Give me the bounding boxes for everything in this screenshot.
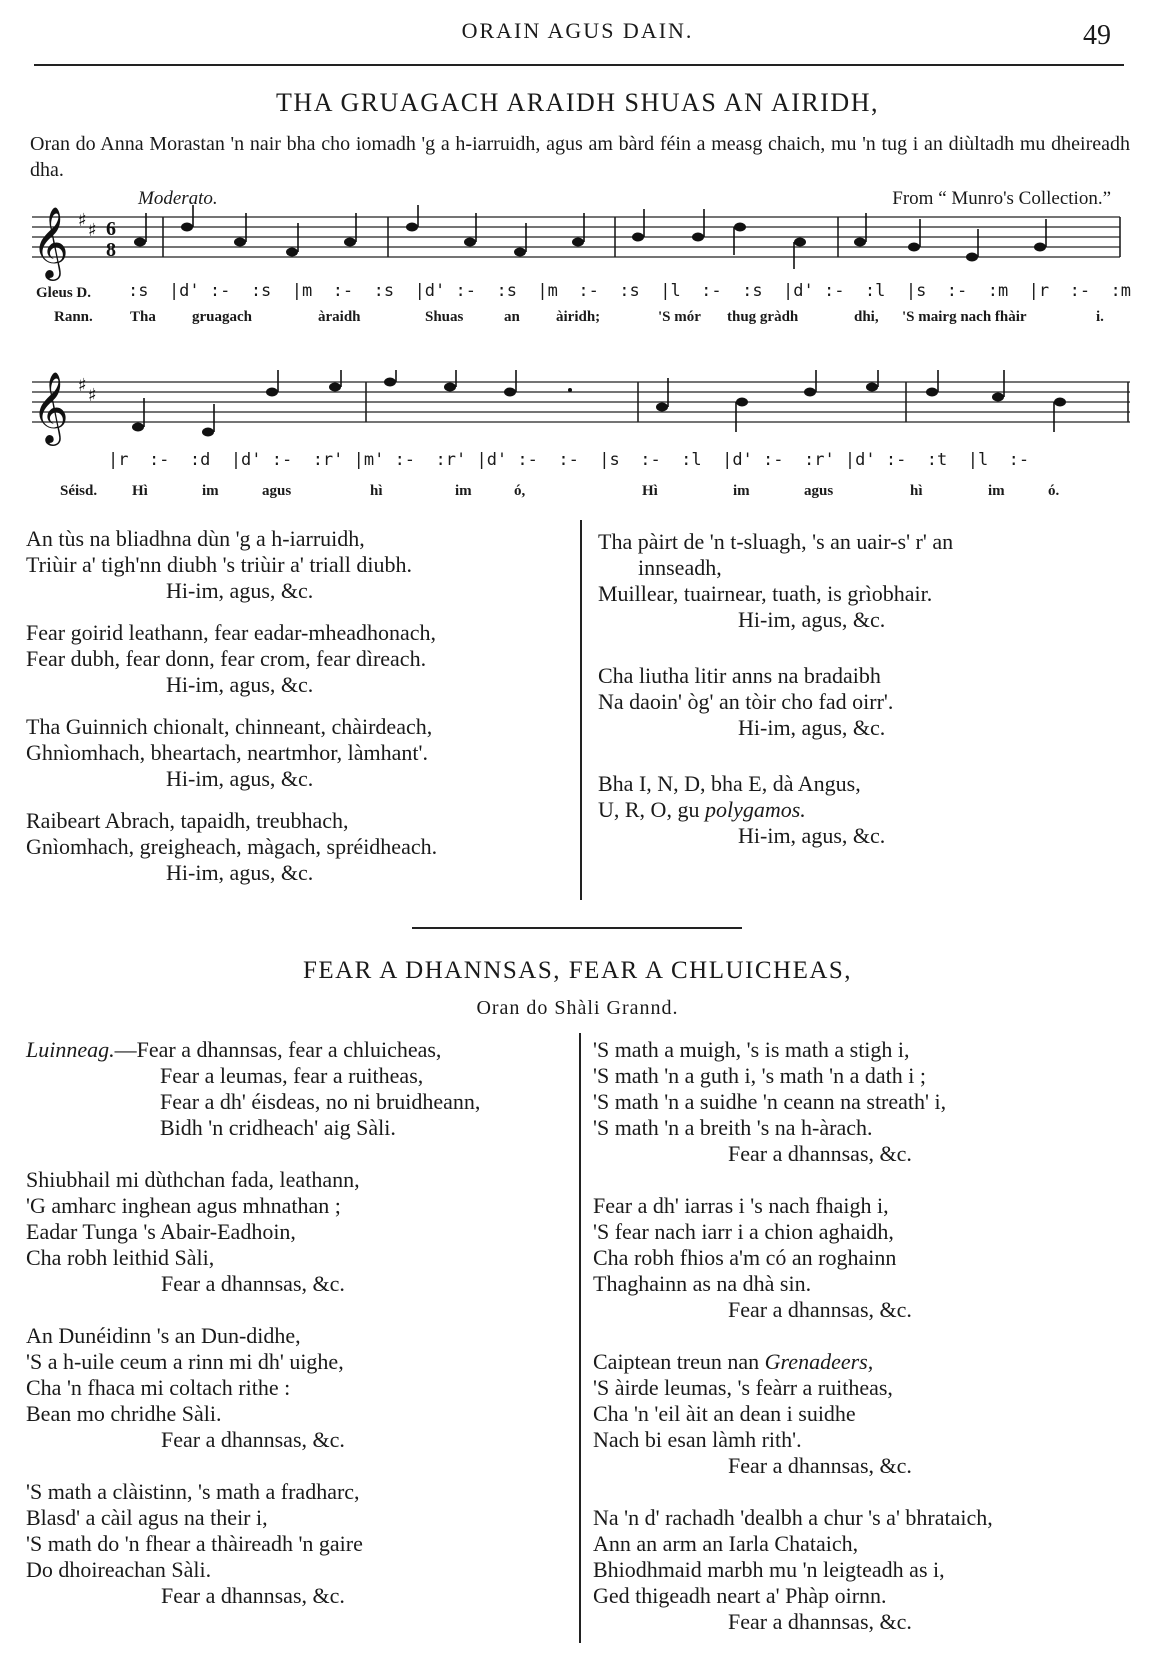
refrain: Hi-im, agus, &c. <box>738 607 886 632</box>
chorus-line: Fear a leumas, fear a ruitheas, <box>160 1063 424 1088</box>
lyric-syllable: i. <box>1096 309 1104 325</box>
refrain: Hi-im, agus, &c. <box>166 860 314 885</box>
refrain: Fear a dhannsas, &c. <box>728 1297 912 1322</box>
refrain: Hi-im, agus, &c. <box>166 578 314 603</box>
verse-line: 'S fear nach iarr i a chion aghaidh, <box>593 1219 894 1244</box>
verse-line: Ged thigeadh neart a' Phàp oirnn. <box>593 1583 887 1608</box>
music-staff-1 <box>30 205 1130 285</box>
refrain: Hi-im, agus, &c. <box>738 823 886 848</box>
verse-line: Eadar Tunga 's Abair-Eadhoin, <box>26 1219 296 1244</box>
refrain: Hi-im, agus, &c. <box>738 715 886 740</box>
lyric-syllable: hì <box>910 483 923 499</box>
refrain: Hi-im, agus, &c. <box>166 766 314 791</box>
refrain: Fear a dhannsas, &c. <box>728 1453 912 1478</box>
verse-line: Nach bi esan làmh rith'. <box>593 1427 802 1452</box>
column-divider <box>579 1033 581 1643</box>
verse-line: 'S math 'n a guth i, 's math 'n a dath i ; <box>593 1063 926 1088</box>
song2-title: FEAR A DHANNSAS, FEAR A CHLUICHEAS, <box>302 957 853 984</box>
song1-verses-left <box>26 526 571 886</box>
lyric-syllable: im <box>455 483 472 499</box>
verse-line: Na 'n d' rachadh 'dealbh a chur 's a' bhrataich, <box>593 1505 993 1530</box>
sol-fa-line-2: |r :- :d |d' :- :r' |m' :- :r' |d' :- :- |s :- :l |d' :- :r' |d' :- :t |l :- <box>108 450 1030 470</box>
song2-verses-left <box>26 1037 571 1609</box>
lyric-syllable: ó. <box>1048 483 1060 499</box>
verse-line: 'S math 'n a suidhe 'n ceann na streath' i, <box>593 1089 947 1114</box>
refrain: Fear a dhannsas, &c. <box>161 1271 345 1296</box>
lyric-syllable: 'S mór <box>658 309 701 325</box>
verse-line: Gnìomhach, greigheach, màgach, spréidheach. <box>26 834 438 859</box>
song1-intro: Oran do Anna Morastan 'n nair bha cho iomadh 'g a h-iarruidh, agus am bàrd féin a measg chaich, mu 'n tug i an diùltadh mu dheireadh dha. <box>30 133 1130 181</box>
lyric-syllable: Shuas <box>425 309 464 325</box>
column-divider <box>580 520 582 900</box>
refrain: Fear a dhannsas, &c. <box>161 1583 345 1608</box>
verse-line: Bhiodhmaid marbh mu 'n leigteadh as i, <box>593 1557 945 1582</box>
lyric-syllable: Hì <box>642 483 658 499</box>
time-signature-bottom: 8 <box>106 239 116 261</box>
lyric-syllable: ó, <box>514 483 526 499</box>
notes-line-2 <box>132 370 1066 437</box>
verse-line: Fear goirid leathann, fear eadar-mheadhonach, <box>26 620 437 645</box>
sol-fa-line-1: :s |d' :- :s |m :- :s |d' :- :s |m :- :s |l :- :s |d' :- :l |s :- :m |r :- :m <box>128 281 1132 301</box>
seisd-label: Séisd. <box>60 483 98 499</box>
verse-line: Bha I, N, D, bha E, dà Angus, <box>598 771 861 796</box>
lyric-syllable: an <box>504 309 520 325</box>
verse-line: Cha 'n fhaca mi coltach rithe : <box>26 1375 291 1400</box>
verse-line: Muillear, tuairnear, tuath, is grìobhair. <box>598 581 933 606</box>
verse-line: Ann an arm an Iarla Chataich, <box>593 1531 859 1556</box>
staff-lines <box>32 382 1130 422</box>
verse-line: 'S a h-uile ceum a rinn mi dh' uighe, <box>26 1349 344 1374</box>
lyric-syllable: àraidh <box>318 309 361 325</box>
verse-line: Triùir a' tigh'nn diubh 's triùir a' triall diubh. <box>26 552 412 577</box>
running-title: ORAIN AGUS DAIN. <box>461 18 694 43</box>
song2-subtitle: Oran do Shàli Grannd. <box>476 997 679 1019</box>
song2-verses-right <box>593 1037 1138 1635</box>
verse-line: Fear dubh, fear donn, fear crom, fear dìreach. <box>26 646 427 671</box>
sharp-icon: ♯ <box>88 385 97 406</box>
treble-clef-icon: 𝄞 <box>32 370 69 443</box>
header-rule <box>34 64 1124 66</box>
refrain: Fear a dhannsas, &c. <box>728 1141 912 1166</box>
sharp-icon: ♯ <box>88 220 97 241</box>
verse-line: Bean mo chridhe Sàli. <box>26 1401 222 1426</box>
treble-clef-icon: 𝄞 <box>32 205 69 278</box>
sharp-icon: ♯ <box>78 375 87 396</box>
verse-line: An Dunéidinn 's an Dun-didhe, <box>26 1323 301 1348</box>
verse-line: 'S math 'n a breith 's na h-àrach. <box>593 1115 873 1140</box>
rann-label: Rann. <box>54 309 93 325</box>
verse-line: 'S àirde leumas, 's feàrr a ruitheas, <box>593 1375 893 1400</box>
lyric-syllable: Hì <box>132 483 148 499</box>
lyric-syllable: Tha <box>130 309 156 325</box>
italic-word: polygamos. <box>704 797 806 822</box>
lyric-syllable: agus <box>262 483 292 499</box>
chorus-line: Bidh 'n cridheach' aig Sàli. <box>160 1115 396 1140</box>
music-staff-2 <box>30 370 1130 450</box>
verse-line: Shiubhail mi dùthchan fada, leathann, <box>26 1167 360 1192</box>
verse-line: Cha robh leithid Sàli, <box>26 1245 215 1270</box>
luinneag-label: Luinneag. <box>26 1037 115 1062</box>
lyric-syllable: im <box>202 483 219 499</box>
verse-line <box>593 1349 1138 1375</box>
verse-line: Raibeart Abrach, tapaidh, treubhach, <box>26 808 349 833</box>
song1-verses-right <box>598 529 1138 849</box>
verse-line: Tha Guinnich chionalt, chinneant, chàirdeach, <box>26 714 433 739</box>
lyric-syllable: agus <box>804 483 834 499</box>
italic-word: Grenadeers, <box>764 1349 874 1374</box>
lyric-syllable: àiridh; <box>556 309 601 325</box>
verse-line-text: Caiptean treun nan <box>593 1349 760 1374</box>
chorus-text: —Fear a dhannsas, fear a chluicheas, <box>114 1037 442 1062</box>
verse-line: Cha robh fhios a'm có an roghainn <box>593 1245 897 1270</box>
verse-line: Tha pàirt de 'n t-sluagh, 's an uair-s' r' an <box>598 529 954 554</box>
refrain: Hi-im, agus, &c. <box>166 672 314 697</box>
verse-line: Thaghainn as na dhà sin. <box>593 1271 812 1296</box>
lyric-syllable: im <box>733 483 750 499</box>
verse-line: Blasd' a càil agus na their i, <box>26 1505 268 1530</box>
verse-line <box>598 797 1138 823</box>
lyric-syllable: thug gràdh <box>727 309 799 325</box>
verse-line-text: U, R, O, gu <box>598 797 700 822</box>
source-credit: From “ Munro's Collection.” <box>892 188 1111 209</box>
verse-line: Cha liutha litir anns na bradaibh <box>598 663 881 688</box>
lyric-syllable: dhi, <box>854 309 879 325</box>
tempo-marking: Moderato. <box>138 188 218 209</box>
refrain: Fear a dhannsas, &c. <box>728 1609 912 1634</box>
lyric-syllable: gruagach <box>192 309 252 325</box>
time-signature-top: 6 <box>106 218 116 240</box>
verse-line: Fear a dh' iarras i 's nach fhaigh i, <box>593 1193 889 1218</box>
key-label: Gleus D. <box>36 285 92 301</box>
lyric-syllable: hì <box>370 483 383 499</box>
chorus-line <box>26 1037 571 1063</box>
refrain: Fear a dhannsas, &c. <box>161 1427 345 1452</box>
verse-line: Na daoin' òg' an tòir cho fad oirr'. <box>598 689 894 714</box>
verse-line: 'S math do 'n fhear a thàireadh 'n gaire <box>26 1531 363 1556</box>
verse-line: An tùs na bliadhna dùn 'g a h-iarruidh, <box>26 526 365 551</box>
sharp-icon: ♯ <box>78 210 87 231</box>
lyric-syllable: im <box>988 483 1005 499</box>
section-rule <box>412 927 742 929</box>
chorus-line: Fear a dh' éisdeas, no ni bruidheann, <box>160 1089 481 1114</box>
verse-line: 'S math a muigh, 's is math a stigh i, <box>593 1037 910 1062</box>
verse-line: Cha 'n 'eil àit an dean i suidhe <box>593 1401 856 1426</box>
song1-title: THA GRUAGACH ARAIDH SHUAS AN AIRIDH, <box>276 88 879 117</box>
verse-line: Ghnìomhach, bheartach, neartmhor, làmhant'. <box>26 740 428 765</box>
page-number: 49 <box>1083 20 1111 51</box>
lyric-syllable: 'S mairg nach fhàir <box>902 309 1027 325</box>
verse-line: 'S math a clàistinn, 's math a fradharc, <box>26 1479 360 1504</box>
staff-lines <box>32 217 1120 257</box>
verse-line: 'G amharc inghean agus mhnathan ; <box>26 1193 341 1218</box>
verse-line: Do dhoireachan Sàli. <box>26 1557 212 1582</box>
verse-line: innseadh, <box>638 555 722 580</box>
